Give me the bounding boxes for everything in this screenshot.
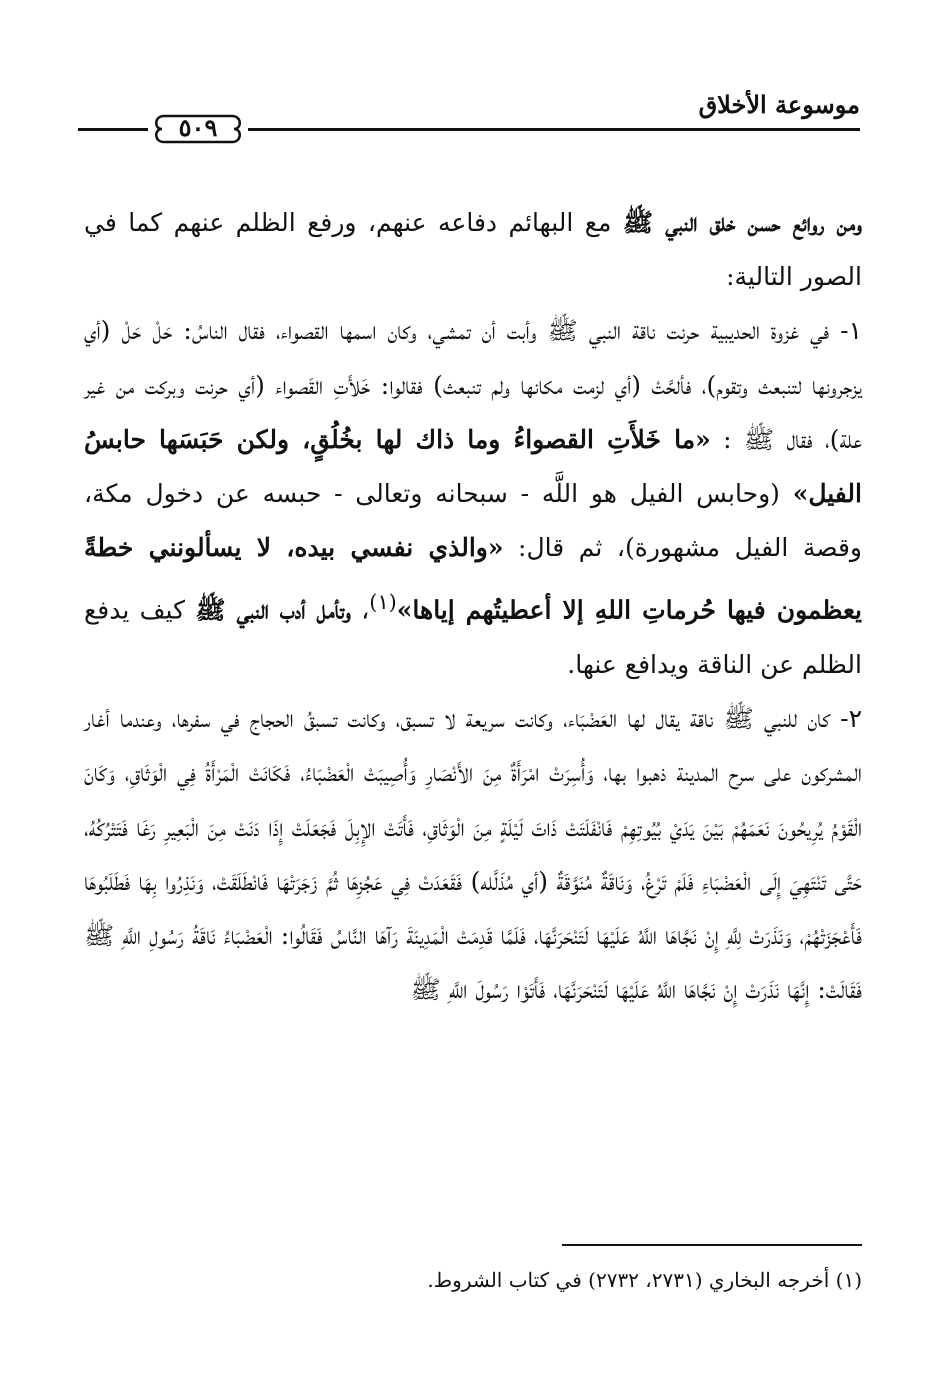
book-title: موسوعة الأخلاق (698, 90, 860, 119)
paragraph-1-text-d: كيف يدفع الظلم عن الناقة ويدافع عنها. (84, 595, 862, 679)
footnote-reference: (١) (369, 590, 397, 615)
paragraph-1 (84, 304, 862, 692)
paragraph-1-bold-end: وتأمل أدب النبي ﷺ (195, 595, 351, 625)
footnote-divider (562, 1244, 862, 1246)
intro-bold-text: ومن روائع حسن خلق النبي ﷺ (622, 208, 862, 237)
page-number: ٥٠٩ (178, 113, 218, 142)
hadith-quote-2: «والذي نفسي بيده، لا يسألونني خطةً يعظمون فيها حُرماتِ اللهِ إلا أعطيتُهم إياها» (84, 533, 862, 625)
paragraph-1-text-b: (وحابس الفيل هو اللَّه - سبحانه وتعالى - حبسه عن دخول مكة، وقصة الفيل مشهورة)، ثم قال: (84, 479, 862, 563)
paragraph-1-text-c: ، (350, 595, 370, 625)
intro-text: مع البهائم دفاعه عنهم، ورفع الظلم عنهم كما في الصور التالية: (84, 208, 862, 292)
footnote: (١) أخرجه البخاري (٢٧٣١، ٢٧٣٢) في كتاب الشروط. (427, 1268, 862, 1292)
page-number-frame (148, 110, 248, 148)
paragraph-1-text-a: ١- في غزوة الحديبية حرنت ناقة النبي ﷺ وأبت أن تمشي، وكان اسمها القصواء، فقال الناسُ: حَلْ حَلْ (أي يزجرونها لتنبعث وتقوم)، فألحَّتْ (أي لزمت مكانها ولم تنبعث) فقالوا: خَلأَتِ القَصواء (أي حرنت وبركت من غير علة)، فقال ﷺ : (84, 316, 863, 454)
intro-paragraph (84, 196, 862, 304)
paragraph-2: ٢- كان للنبي ﷺ ناقة يقال لها العَضْبَاء، وكانت سريعة لا تسبق، وكانت تسبقُ الحجاج في سفرها، وعندما أغار المشركون على سرح المدينة ذهبوا بها، وَأُسِرَتْ امْرَأَةٌ مِنَ الأَنْصَارِ وَأُصِيبَتْ الْعَضْبَاءُ، فَكَانَتْ الْمَرْأَةُ فِي الْوَثَاقِ، وَكَانَ الْقَوْمُ يُرِيحُونَ نَعَمَهُمْ بَيْنَ يَدَيْ بُيُوتِهِمْ فَانْفَلَتَتْ ذَاتَ لَيْلَةٍ مِنَ الْوَثَاقِ، فَأَتَتْ الإِبِلَ فَجَعَلَتْ إِذَا دَنَتْ مِنَ الْبَعِيرِ رَغَا فَتَتْرُكُهُ، حَتَّى تَنْتَهِيَ إِلَى الْعَضْبَاءِ فَلَمْ تَرْغُ، وَنَاقَةٌ مُنَوَّقَةٌ (أي مُذَلَّله) فَقَعَدَتْ فِي عَجُزِهَا ثُمَّ زَجَرَتْهَا فَانْطَلَقَتْ، وَنَذِرُوا بِهَا فَطَلَبُوهَا فَأَعْجَزَتْهُمْ، وَنَذَرَتْ لِلَّهِ إِنْ نَجَّاهَا اللَّهُ عَلَيْهَا لَتَنْحَرَنَّهَا، فَلَمَّا قَدِمَتْ الْمَدِينَةَ رَآهَا النَّاسُ فَقَالُوا: الْعَضْبَاءُ نَاقَةُ رَسُولِ اللَّهِ ﷺ فَقَالَتْ: إِنَّهَا نَذَرَتْ إِنْ نَجَّاهَا اللَّهُ عَلَيْهَا لَتَنْحَرَنَّهَا، فَأَتَوْا رَسُولَ اللَّهِ ﷺ (84, 704, 862, 1005)
hadith-quote-1: «ما خَلأَتِ القصواءُ وما ذاك لها بخُلُقٍ، ولكن حَبَسَها حابسُ الفيل» (84, 424, 862, 509)
page-header (78, 84, 860, 154)
header-rule-right (248, 128, 860, 131)
main-text (84, 196, 862, 1017)
header-rule-left (78, 128, 148, 131)
